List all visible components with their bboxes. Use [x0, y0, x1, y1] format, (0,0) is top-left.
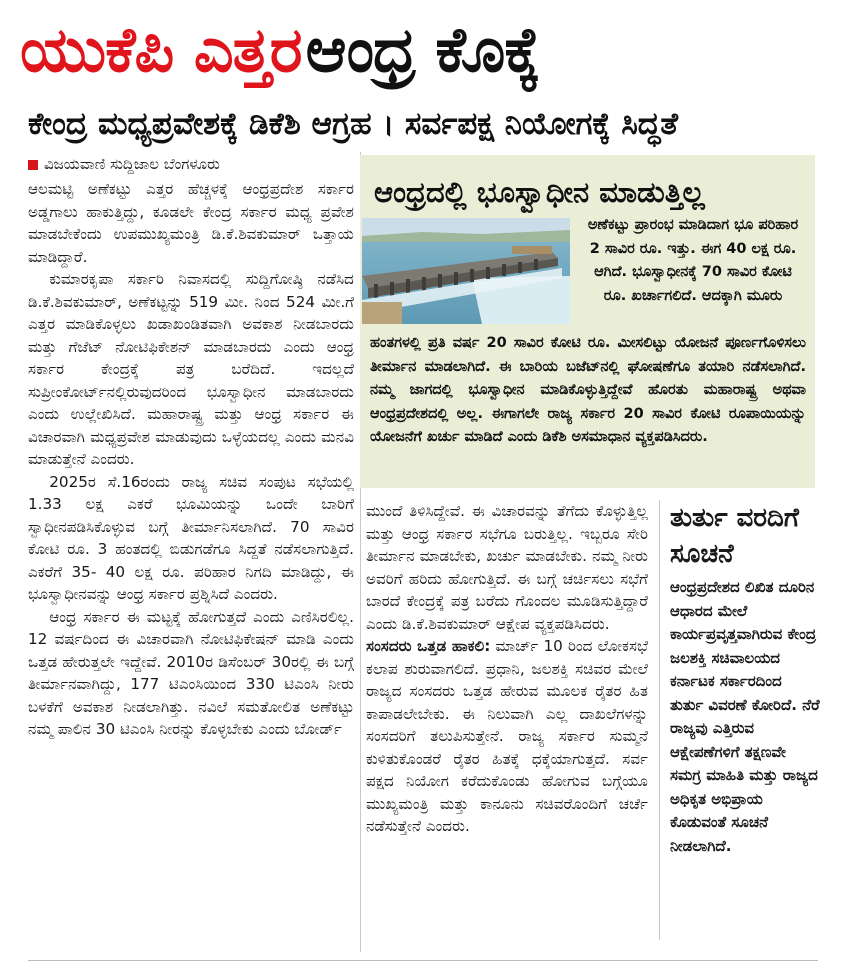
sidebar-title: ತುರ್ತು ವರದಿಗೆ ಸೂಚನೆ — [670, 503, 799, 569]
story-paragraph: ಆಲಮಟ್ಟಿ ಅಣೆಕಟ್ಟು ಎತ್ತರ ಹೆಚ್ಚಳಕ್ಕೆ ಆಂಧ್ರಪ್ರದೇಶ ಸರ್ಕಾರ ಅಡ್ಡಗಾಲು ಹಾಕುತ್ತಿದ್ದು, ಕೂಡಲೇ ಕೇಂದ್ರ ಸರ್ಕಾರ ಮಧ್ಯ ಪ್ರವೇಶ ಮಾಡಬೇಕೆಂದು ಉಪಮುಖ್ಯಮಂತ್ರಿ ಡಿ.ಕೆ.ಶಿವಕುಮಾರ್ ಒತ್ತಾಯ ಮಾಡಿದ್ದಾರೆ. — [28, 180, 354, 266]
column-divider — [659, 500, 660, 940]
story-paragraph: ಮುಂದೆ ತಿಳಿಸಿದ್ದೇವೆ. ಈ ವಿಚಾರವನ್ನು ತೆಗೆದು ಕೊಳ್ಳುತ್ತಿಲ್ಲ ಮತ್ತು ಆಂಧ್ರ ಸರ್ಕಾರ ಸಭೆಗೂ ಬರುತ್ತಿಲ್ಲ. ಇಬ್ಬರೂ ಸೇರಿ ತೀರ್ಮಾನ ಮಾಡಬೇಕು, ಖರ್ಚು ಮಾಡಬೇಕು. ನಮ್ಮ ನೀರು ಅವರಿಗೆ ಹರಿದು ಹೋಗುತ್ತಿದೆ. ಈ ಬಗ್ಗೆ ಚರ್ಚಿಸಲು ಸಭೆಗೆ ಬಾರದೆ ಕೇಂದ್ರಕ್ಕೆ ಪತ್ರ ಬರೆದು ಗೊಂದಲ ಮೂಡಿಸುತ್ತಿದ್ದಾರೆ ಎಂದು ಡಿ.ಕೆ.ಶಿವಕುಮಾರ್ ಆಕ್ಷೇಪ ವ್ಯಕ್ತಪಡಿಸಿದರು. — [366, 502, 648, 633]
red-square-bullet-icon — [28, 160, 38, 170]
subheadline: ಕೇಂದ್ರ ಮಧ್ಯಪ್ರವೇಶಕ್ಕೆ ಡಿಕೆಶಿ ಆಗ್ರಹ । ಸರ್ವಪಕ್ಷ ನಿಯೋಗಕ್ಕೆ ಸಿದ್ಧತೆ — [28, 106, 679, 142]
main-story-column — [28, 152, 354, 741]
story-paragraph: ಆಂಧ್ರ ಸರ್ಕಾರ ಈ ಮಟ್ಟಕ್ಕೆ ಹೋಗುತ್ತದೆ ಎಂದು ಎಣಿಸಿರಲಿಲ್ಲ. 12 ವರ್ಷದಿಂದ ಈ ವಿಚಾರವಾಗಿ ನೋಟಿಫಿಕೇಷನ್ ಮಾಡಿ ಎಂದು ಒತ್ತಡ ಹೇರುತ್ತಲೇ ಇದ್ದೇವೆ. 2010ರ ಡಿಸೆಂಬರ್ 30ರಲ್ಲಿ ಈ ಬಗ್ಗೆ ತೀರ್ಮಾನವಾಗಿದ್ದು, 177 ಟಿಎಂಸಿಯಿಂದ 330 ಟಿಎಂಸಿ ನೀರು ಬಳಕೆಗೆ ಅವಕಾಶ ನೀಡಲಾಗಿತ್ತು. ನವಿಲೆ ಸಮತೋಲಿತ ಅಣೆಕಟ್ಟು ನಮ್ಮ ಪಾಲಿನ 30 ಟಿಎಂಸಿ ನೀರನ್ನು ಕೊಳ್ಳಬೇಕು ಎಂದು ಬೋರ್ಡ್ — [28, 607, 354, 738]
story-continuation-column — [366, 500, 648, 838]
dateline-text: ವಿಜಯವಾಣಿ ಸುದ್ದಿಜಾಲ ಬೆಂಗಳೂರು — [44, 155, 220, 173]
highlight-box-title: ಆಂಧ್ರದಲ್ಲಿ ಭೂಸ್ವಾಧೀನ ಮಾಡುತ್ತಿಲ್ಲ — [374, 175, 705, 209]
story-paragraph: ಕುಮಾರಕೃಪಾ ಸರ್ಕಾರಿ ನಿವಾಸದಲ್ಲಿ ಸುದ್ದಿಗೋಷ್ಠಿ ನಡೆಸಿದ ಡಿ.ಕೆ.ಶಿವಕುಮಾರ್, ಅಣೆಕಟ್ಟನ್ನು 519 ಮೀ. ನಿಂದ 524 ಮೀ.ಗೆ ಎತ್ತರ ಮಾಡಿಕೊಳ್ಳಲು ಖಡಾಖಂಡಿತವಾಗಿ ಅವಕಾಶ ನೀಡಬಾರದು ಮತ್ತು ಗೆಜೆಟ್ ನೋಟಿಫಿಕೇಶನ್ ಮಾಡಬಾರದು ಎಂದು ಆಂಧ್ರ ಸರ್ಕಾರ ಕೇಂದ್ರಕ್ಕೆ ಪತ್ರ ಬರೆದಿದೆ. ಇದಲ್ಲದೆ ಸುಪ್ರೀಂಕೋರ್ಟ್‌ನಲ್ಲಿರುವುದರಿಂದ ಭೂಸ್ವಾಧೀನ ಮಾಡಬಾರದು ಎಂದು ಉಲ್ಲೇಖಿಸಿದೆ. ಮಹಾರಾಷ್ಟ್ರ ಮತ್ತು ಆಂಧ್ರ ಸರ್ಕಾರ ಈ ವಿಚಾರವಾಗಿ ಮಧ್ಯಪ್ರವೇಶ ಮಾಡುವುದು ಒಳ್ಳೆಯದಲ್ಲ ಎಂದು ಮನವಿ ಮಾಡುತ್ತೇನೆ ಎಂದರು. — [28, 270, 354, 468]
highlight-box-text-beside-photo: ಅಣೆಕಟ್ಟು ಪ್ರಾರಂಭ ಮಾಡಿದಾಗ ಭೂ ಪರಿಹಾರ 2 ಸಾವಿರ ರೂ. ಇತ್ತು. ಈಗ 40 ಲಕ್ಷ ರೂ. ಆಗಿದೆ. ಭೂಸ್ವಾಧೀನಕ್ಕೆ 70 ಸಾವಿರ ಕೋಟಿ ರೂ. ಖರ್ಚಾಗಲಿದೆ. ಆದಕ್ಕಾಗಿ ಮೂರು — [587, 217, 799, 304]
dateline — [28, 152, 354, 176]
dam-photo — [362, 218, 570, 324]
headline-black-part: ಆಂಧ್ರ ಕೊಕ್ಕೆ — [305, 13, 540, 86]
headline-red-part: ಯುಕೆಪಿ ಎತ್ತರ — [20, 13, 302, 86]
sidebar-text: ಆಂಧ್ರಪ್ರದೇಶದ ಲಿಖಿತ ದೂರಿನ ಆಧಾರದ ಮೇಲೆ ಕಾರ್ಯಪ್ರವೃತ್ತವಾಗಿರುವ ಕೇಂದ್ರ ಜಲಶಕ್ತಿ ಸಚಿವಾಲಯದ ಕರ್ನಾಟಕ ಸರ್ಕಾರದಿಂದ ತುರ್ತು ವಿವರಣೆ ಕೋರಿದೆ. ನೆರೆ ರಾಜ್ಯವು ಎತ್ತಿರುವ ಆಕ್ಷೇಪಣೆಗಳಿಗೆ ತಕ್ಷಣವೇ ಸಮಗ್ರ ಮಾಹಿತಿ ಮತ್ತು ರಾಜ್ಯದ ಅಧಿಕೃತ ಅಭಿಪ್ರಾಯ ಕೊಡುವಂತೆ ಸೂಚನೆ ನೀಡಲಾಗಿದೆ. — [670, 578, 820, 855]
subhead-lead: ಸಂಸದರು ಒತ್ತಡ ಹಾಕಲಿ: — [366, 637, 491, 655]
sidebar-column — [670, 500, 820, 858]
headline — [20, 4, 820, 96]
highlight-box-text-below: ಹಂತಗಳಲ್ಲಿ ಪ್ರತಿ ವರ್ಷ 20 ಸಾವಿರ ಕೋಟಿ ರೂ. ಮೀಸಲಿಟ್ಟು ಯೋಜನೆ ಪೂರ್ಣಗೊಳಿಸಲು ತೀರ್ಮಾನ ಮಾಡಲಾಗಿದೆ. ಈ ಬಾರಿಯ ಬಜೆಟ್‌ನಲ್ಲಿ ಘೋಷಣೆಗೂ ತಯಾರಿ ನಡೆಸಲಾಗಿದೆ. ನಮ್ಮ ಜಾಗದಲ್ಲಿ ಭೂಸ್ವಾಧೀನ ಮಾಡಿಕೊಳ್ಳುತ್ತಿದ್ದೇವೆ ಹೊರತು ಮಹಾರಾಷ್ಟ್ರ ಅಥವಾ ಆಂಧ್ರಪ್ರದೇಶದಲ್ಲಿ ಅಲ್ಲ. ಈಗಾಗಲೇ ರಾಜ್ಯ ಸರ್ಕಾರ 20 ಸಾವಿರ ಕೋಟಿ ರೂಪಾಯಿಯನ್ನು ಯೋಜನೆಗೆ ಖರ್ಚು ಮಾಡಿದೆ ಎಂದು ಡಿಕೆಶಿ ಅಸಮಾಧಾನ ವ್ಯಕ್ತಪಡಿಸಿದರು. — [370, 335, 806, 445]
bottom-rule — [28, 960, 818, 961]
story-paragraph: 2025ರ ಸೆ.16ರಂದು ರಾಜ್ಯ ಸಚಿವ ಸಂಪುಟ ಸಭೆಯಲ್ಲಿ 1.33 ಲಕ್ಷ ಎಕರೆ ಭೂಮಿಯನ್ನು ಒಂದೇ ಬಾರಿಗೆ ಸ್ವಾಧೀನಪಡಿಸಿಕೊಳ್ಳುವ ಬಗ್ಗೆ ತೀರ್ಮಾನಿಸಲಾಗಿದೆ. 70 ಸಾವಿರ ಕೋಟಿ ರೂ. 3 ಹಂತದಲ್ಲಿ ಬಿಡುಗಡೆಗೂ ಸಿದ್ದತೆ ನಡೆಸಲಾಗುತ್ತಿದೆ. ಎಕರೆಗೆ 35- 40 ಲಕ್ಷ ರೂ. ಪರಿಹಾರ ನಿಗದಿ ಮಾಡಿದ್ದು, ಈ ಭೂಸ್ವಾಧೀನವನ್ನು ಆಂಧ್ರ ಸರ್ಕಾರ ಪ್ರಶ್ನಿಸಿದೆ ಎಂದರು. — [28, 472, 354, 603]
story-paragraph: ಮಾರ್ಚ್ 10 ರಿಂದ ಲೋಕಸಭೆ ಕಲಾಪ ಶುರುವಾಗಲಿದೆ. ಪ್ರಧಾನಿ, ಜಲಶಕ್ತಿ ಸಚಿವರ ಮೇಲೆ ರಾಜ್ಯದ ಸಂಸದರು ಒತ್ತಡ ಹೇರುವ ಮೂಲಕ ರೈತರ ಹಿತ ಕಾಪಾಡಲೇಬೇಕು. ಈ ನಿಲುವಾಗಿ ಎಲ್ಲ ದಾಖಲೆಗಳನ್ನು ಸಂಸದರಿಗೆ ತಲುಪಿಸುತ್ತೇನೆ. ರಾಜ್ಯ ಸರ್ಕಾರ ಸುಮ್ಮನೆ ಕುಳಿತುಕೊಂಡರೆ ರೈತರ ಹಿತಕ್ಕೆ ಧಕ್ಕೆಯಾಗುತ್ತದೆ. ಸರ್ವ ಪಕ್ಷದ ನಿಯೋಗ ಕರೆದುಕೊಂಡು ಹೋಗುವ ಬಗ್ಗೆಯೂ ಮುಖ್ಯಮಂತ್ರಿ ಮತ್ತು ಕಾನೂನು ಸಚಿವರೊಂದಿಗೆ ಚರ್ಚೆ ನಡೆಸುತ್ತೇನೆ ಎಂದರು. — [366, 637, 648, 835]
